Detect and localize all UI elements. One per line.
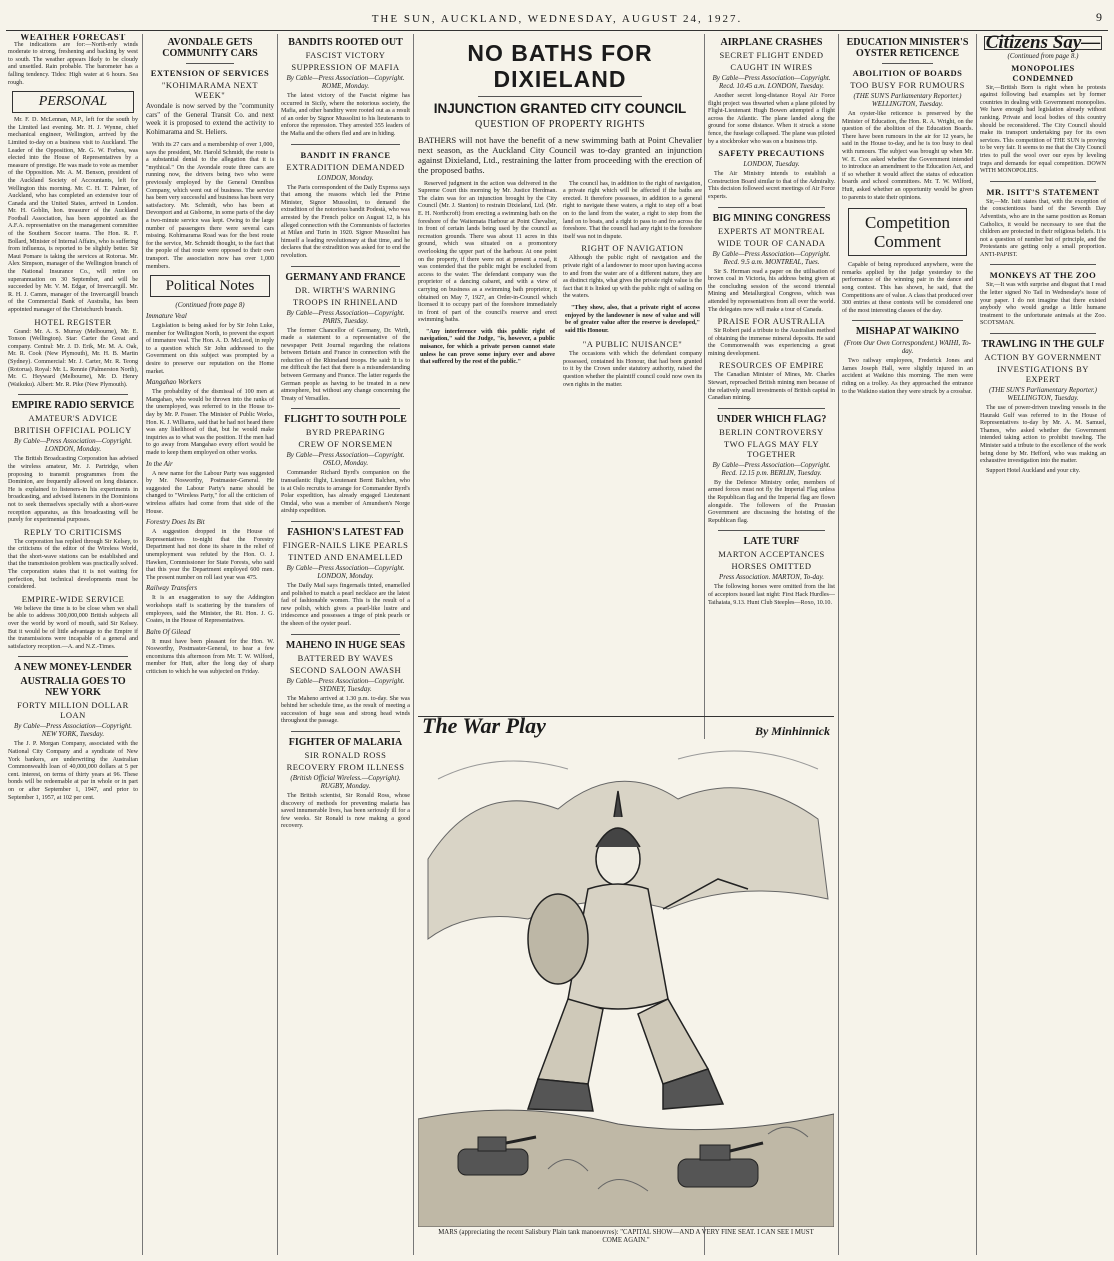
mining-text: Sir S. Herman read a paper on the utilisation of brown coal in Victoria, his address being given at the concluding session of the second triennial Mining and Metallurgical Congress, which was attended by representatives from all over the world. The delegates now will make a tour of Canada. <box>708 268 835 313</box>
turf-dateline: Press Association. MARTON, To-day. <box>718 573 824 582</box>
column-rule <box>277 34 278 1255</box>
airplane-subheading-2: CAUGHT IN WIRES <box>730 62 813 72</box>
maheno-dateline: By Cable—Press Association—Copyright. SYDNEY, Tuesday. <box>286 676 405 693</box>
column-3 <box>281 34 410 1255</box>
lead-story-left-text: Reserved judgment in the action was delivered in the Supreme Court this morning by Mr. Justice Herdman. The claim was for an injunction brought by the City Council (Mr. J. Stanton) to restrain Dixieland, Ltd. (Mr. E. H. Northcroft) from erecting a swimming bath on the foreshore of the Waitemata Harbour at Point Chevalier, in front of certain lands being used by the council as recreation grounds. There was about 11 acres in this ground, which was situated on a promontory overlooking the upper part of the harbour. At one point on the property, if there were not at present a road, it was contended that the public might be excluded from access to the water. The defendant company was the proprietor of a dancing cabaret, and with a view of carrying on business as a swimming bath proprietor, it obtained on May 7, 1927, an Order-in-Council which licensed it to occupy part of the foreshore immediately in front of part of the council's reserve and erect swimming baths. <box>418 180 557 324</box>
column-5 <box>708 34 835 711</box>
mining-subheading: EXPERTS AT MONTREAL <box>717 225 826 236</box>
resources-text: The Canadian Minister of Mines, Mr. Charles Stewart, reproached British mining men because of the relatively small investments of British capital in Canadian mining. <box>708 372 835 402</box>
malaria-heading: FIGHTER OF MALARIA <box>288 736 403 748</box>
radio-heading: EMPIRE RADIO SERVICE <box>11 400 135 412</box>
masthead <box>6 8 1108 31</box>
column-rule <box>142 34 143 1255</box>
political-text-5: It is an exaggeration to say the Addington workshops staff is scattering by the transfers of employees, said the Minister, the Rt. Hon. J. G. Coates, in the House of Representatives. <box>146 595 274 625</box>
zoo-heading: MONKEYS AT THE ZOO <box>989 270 1097 281</box>
bandits-dateline: By Cable—Press Association—Copyright. ROME, Monday. <box>286 74 405 90</box>
fashion-text: The Daily Mail says fingernails tinted, enamelled and polished to match a pearl necklace are the latest fad of fashionable women. This is the result of a new polish, which gives a pearl-like lustre and iridescence and possesses a tinge of pink pearls or the sheen of the oyster pearl. <box>281 583 410 627</box>
column-6 <box>842 34 973 1253</box>
pole-heading: FLIGHT TO SOUTH POLE <box>284 414 407 426</box>
airplane-text: Another secret long-distance Royal Air Force flight project was thwarted when a plane piloted by Flight-Lieutenant Hugh Bowen attempted a flight across the Atlantic. The plane landed along the ground for some distance. When it struck a stone fence, the fuselage collapsed. The plane was piloted by a stockbroker who was on a business trip. <box>708 93 835 145</box>
germany-text: The former Chancellor of Germany, Dr. Wirth, made a statement to a representative of the newspaper Petit Journal regarding the relations between Britain and France in connection with the reduction of the Rhineland troops. He said: It is to me difficult the fact that there is a misunderstanding between Germany and France. The latter regards the German people as having to be treated in a new atmosphere, but without any change concerning the Treaty of Versailles. <box>281 327 410 402</box>
safety-heading: SAFETY PRECAUTIONS <box>718 148 825 159</box>
political-sub-4: Forestry Does Its Bit <box>146 518 205 527</box>
fashion-subheading-2: TINTED AND ENAMELLED <box>288 552 403 562</box>
radio-dateline: By Cable—Press Association—Copyright. LONDON, Monday. <box>13 437 133 454</box>
empire-text: We believe the time is to be close when we shall be able to address 300,000,000 British subjects all over the world by word of mouth, said Sir Kelsey. But it would be of little advantage to the Empire if the transmissions were incapable of a general and satisfactory reception.—A. and N.Z.-Times. <box>8 605 138 650</box>
turf-heading: LATE TURF <box>743 536 800 548</box>
radio-text: The British Broadcasting Corporation has advised the wireless amateur, Mr. J. Partridge, when proposing to transmit programmes from the Dominion, are frequently allowed on long distance. He is explained to listeners-in his experiments in broadcasting, and advised listeners in the Dominions not to seek themselves specially with a short-wave reception apparatus, as this broadcasting will be purely for experimental purposes. <box>8 456 138 524</box>
zoo-text: Sir,—It was with surprise and disgust that I read the letter signed No Tail in Wednesday's issue of your paper. I do not imagine that there existed anybody who would grudge a little humane treatment to the unfortunate animals at the Zoo. SCOTSMAN. <box>980 282 1106 327</box>
education-heading: EDUCATION MINISTER'S OYSTER RETICENCE <box>846 37 969 59</box>
flag-heading: UNDER WHICH FLAG? <box>716 413 827 425</box>
column-rule <box>413 34 414 1255</box>
money-heading: A NEW MONEY-LENDER <box>14 662 132 674</box>
lead-story-headline: NO BATHS FOR DIXIELAND <box>467 40 653 92</box>
column-rule <box>838 34 839 1255</box>
germany-subheading-2: TROOPS IN RHINELAND <box>293 296 398 307</box>
nuisance-text: The occasions with which the defendant company possessed, contained his Honour, that had been granted to it by the Crown under statutory authority, raised the question whether the plaintiff council could now own its own rights in the matter. <box>563 351 702 388</box>
bandits-subheading-2: SUPPRESSION OF MAFIA <box>291 62 400 72</box>
airplane-subheading: SECRET FLIGHT ENDED <box>719 50 824 60</box>
column-2 <box>146 34 274 1255</box>
reply-text: The corporation has replied through Sir Kelsey, to the criticisms of the editor of the Wireless World, that the short-wave stations can be established and that the transmission problem was practically solved. The corporation states that it is not waiting for perfection, but technical developments must be considered. <box>8 538 138 591</box>
political-sub-1: Immature Veal <box>146 312 187 321</box>
france-subheading: EXTRADITION DEMANDED <box>286 161 405 172</box>
education-subheading: ABOLITION OF BOARDS <box>852 68 963 78</box>
lead-story-subheadline-2: QUESTION OF PROPERTY RIGHTS <box>474 119 646 130</box>
germany-heading: GERMANY AND FRANCE <box>285 271 406 283</box>
political-sub-6: Balm Of Gilead <box>146 627 191 636</box>
mishap-text: Two railway employees, Frederick Jones and James Joseph Hall, were slightly injured in an accident at Waikino this morning. The men were riding on a trolley. As they approached the entrance to the Waikino station they were struck by a crossbar. <box>842 358 973 395</box>
isitt-text: Sir,—Mr. Isitt states that, with the exception of the conscientious band of the Seventh Day Adventists, who are in the same position as Roman Catholics, it would be necessary to see that the children are protected in their religious beliefs. It is not a question of number but of principle, and the Protestants are getting only a small proportion. ANTI-PAPIST. <box>980 198 1106 258</box>
reply-heading: REPLY TO CRITICISMS <box>23 526 123 537</box>
pole-dateline: By Cable—Press Association—Copyright. OSLO, Monday. <box>286 451 405 468</box>
resources-heading: RESOURCES OF EMPIRE <box>719 360 824 371</box>
hotel-text: Grand: Mr. A. S. Murray (Melbourne), Mr. E. Tonson (Wellington). Star: Carter the Great and company. Central: Mr. J. D. Erik, Mr. M. A. Oak, Mr. R. Cook (New Plymouth), Mr. H. B. Martin (Sydney). Commercial: Mr. J. Carter, Mr. R. Teong (Rotorua). Royal: Mr. L. Rennie (Palmerston North), Mr. C. Heyward (Melbourne), Mr. D. Henry (Waikuku). Albert: Mr. R. Pike (New Plymouth). <box>8 328 138 388</box>
radio-subheading: AMATEUR'S ADVICE <box>28 413 118 424</box>
malaria-subheading-2: RECOVERY FROM ILLNESS <box>286 761 405 772</box>
praise-text: Sir Robert paid a tribute to the Australian method of obtaining the immense mineral deposits. He said the Commonwealth was experiencing a great mining development. <box>708 328 835 357</box>
pole-text: Commander Richard Byrd's companion on the transatlantic flight, Lieutenant Bernt Balchen, who is at Oslo recruits to arrange for Commander Byrd's Polar expedition, has already engaged Lieutenant Omdal, who was a member of Amundsen's Norge airship expedition. <box>281 470 410 515</box>
isitt-heading: MR. ISITT'S STATEMENT <box>986 186 1100 197</box>
cartoon-caption: MARS (appreciating the recent Salisbury Plain tank manoeuvres): "CAPITAL SHOW—AND A VERY FINE SEAT. I CAN SEE I MUST COME AGAIN." <box>438 1229 814 1244</box>
masthead-title: THE SUN, AUCKLAND, WEDNESDAY, AUGUST 24, 1927. <box>371 13 743 25</box>
avondale-text: With its 27 cars and a membership of over 1,000, says the president, Mr. Harold Schmidt, the route is a substantial denial to the allegation that it is "mythical." On the Avondale route three cars are running now, the drivers being two who were previously employed by the General Omnibus Company, which went out of business. The service has been very successful and business has been very satisfactory. Mr. Schmidt, who has been at Devonport and at Gisborne, in some parts of the day a two-minute service was kept. Owing to the large number of passengers there were several cars missing. Kohimarama Road was for the best route for the service, Mr. Schmidt thought, to the fact that the people of that route were opposed to their own transport. The association now has over 1,000 members. <box>146 142 274 270</box>
cartoon-title: The War Play <box>422 713 546 738</box>
political-text-6: It must have been pleasant for the Hon. W. Nosworthy, Postmaster-General, to hear a few encomiums this afternoon from Mr. T. W. Wilford, member for Hutt, after the long day of sharp criticism to which he was subjected on Friday. <box>146 638 274 676</box>
trawl-text: The use of power-driven trawling vessels in the Hauraki Gulf was referred to in the House of Representatives to-day by Mr. A. M. Samuel, Thames, who asked whether the Government intended taking action to prohibit trawling. The Minister said a tribute to the excellence of the work being done by Mr. Hefford, who was making an exhaustive investigation into the matter. <box>980 405 1106 465</box>
empire-heading: EMPIRE-WIDE SERVICE <box>21 593 125 604</box>
pole-subheading: BYRD PREPARING <box>305 427 386 438</box>
germany-subheading: DR. WIRTH'S WARNING <box>294 284 397 295</box>
germany-dateline: By Cable—Press Association—Copyright. PARIS, Tuesday. <box>286 308 405 325</box>
citizens-dateline: (Continued from page 8.) <box>1007 51 1079 60</box>
bandits-heading: BANDITS ROOTED OUT <box>288 37 403 48</box>
malaria-subheading: SIR RONALD ROSS <box>304 749 387 760</box>
lead-story-intro: BATHERS will not have the benefit of a new swimming bath at Point Chevalier next season, as the Auckland City Council was to-day granted an injunction against Dixieland, Ltd., restraining the latter from proceeding with the erection of the proposed baths. <box>418 134 702 175</box>
malaria-dateline: (British Official Wireless.—Copyright). RUGBY, Monday. <box>290 773 401 790</box>
avondale-subheading-2: "KOHIMARAMA NEXT WEEK" <box>161 80 259 100</box>
hotel-heading: HOTEL REGISTER <box>34 316 112 327</box>
flag-text: By the Defence Ministry order, members of armed forces must not fly the Imperial Flag unless the Republican flag and the Imperial flag are flown alongside. The followers of the Prussian Government are discussing the hoisting of the Republican flag. <box>708 479 835 524</box>
political-text-4: A suggestion dropped in the House of Representatives to-night that the Forestry Department had not done its share in the relief of unemployment was refuted by the Hon. O. J. Hawken, Commissioner for State Forests, who said that this year the Department employed 600 men. The present number on roll last year was 475. <box>146 529 274 581</box>
lead-story <box>418 34 702 391</box>
personal-text: Mr. F. D. McLennan, M.P., left for the south by the Limited last evening. Mr. H. J. Wynne, chief mechanical engineer, Wellington, arrived by the Limited to-day on a business visit to Auckland. The Leader of the Opposition, Mr. G. W. Forbes, was elected into the House of Representatives by a measure of prestige. He was made to vote as member of the Opposition. Mr. A. M. Benson, president of the Auckland Society of Accountants, left for Wellington this morning. Mr. C. H. T. Palmer, of Auckland, who has completed an extensive tour of Canada and the United States, arrived in London. Mr. H. Goblin, hon. treasurer of the Auckland Football Association, has been appointed as the A.F.A. representative on the management committee of the Southern Soccer teams. The Hon. R. F. Bollard, Minister of Internal Affairs, who is suffering from influenza, is reported to be slightly better. Sir Maui Pomare is taking the services at Rotorua. Mr. Alex Simpson, manager of the Wellington branch of the National Insurance Co., will retire on superannuation on 30 September, and will be succeeded by Mr. V. M. Edgar, of Invercargill. Mr. R. H. J. Camm, manager of the Invercargill branch of the Commercial Bank of Australia, has been appointed manager of the Christchurch branch. <box>8 117 138 313</box>
flag-subheading: BERLIN CONTROVERSY <box>719 426 824 437</box>
weather-text: The indications are for:—North-erly winds moderate to strong, freshening and backing by west to south. The weather appears likely to be cloudy and unsettled. Rain probable. The barometer has a falling tendency. Tides: High water at 6 hours. Sea rough. <box>8 41 138 86</box>
safety-dateline: LONDON, Tuesday. <box>743 160 800 169</box>
bandits-subheading: FASCIST VICTORY <box>305 50 386 60</box>
political-text-3: A new name for the Labour Party was suggested by Mr. Nosworthy, Postmaster-General. He suggested the Labour Party's name should be changed to "Wireless Party," for all the criticism of wireless affairs had come from that side of the House. <box>146 470 274 515</box>
trawl-heading: TRAWLING IN THE GULF <box>981 339 1105 351</box>
fashion-heading: FASHION'S LATEST FAD <box>287 527 404 538</box>
turf-text: The following horses were omitted from the list of acceptors issued last night: First Hack Hurdles—Taihaiata, 9.13. Hunt Club Steeples—Roxo, 10.10. <box>708 584 835 606</box>
competition-heading: Competition Comment <box>848 208 967 256</box>
safety-text: The Air Ministry intends to establish a Construction Board similar to that of the Admiralty. This decision followed secret meetings of Air Force experts. <box>708 171 835 200</box>
column-rule <box>976 34 977 1255</box>
page-number: 9 <box>1096 10 1102 24</box>
mining-heading: BIG MINING CONGRESS <box>712 212 831 224</box>
navigation-heading: RIGHT OF NAVIGATION <box>581 243 684 254</box>
cartoon-byline: By Minhinnick <box>754 724 830 738</box>
mishap-heading: MISHAP AT WAIKINO <box>855 326 960 338</box>
mishap-dateline: (From Our Own Correspondent.) WAIHI, To-day. <box>844 339 971 356</box>
money-text: The J. P. Morgan Company, associated with the National City Company and a syndicate of New York bankers, are underwriting the Australian Commonwealth loan of 40,000,000 dollars at 5 per cent. interest, on terms of thirty years at 96. These bonds will be redeemable at par in whole or in part on or after September 1, 1947, and prior to September 1, 1957, at 102 per cent. <box>8 741 138 801</box>
nuisance-heading: "A PUBLIC NUISANCE" <box>582 339 683 350</box>
trawl-subheading: ACTION BY GOVERNMENT <box>984 352 1102 363</box>
avondale-heading: AVONDALE GETS COMMUNITY CARS <box>162 37 258 59</box>
lead-story-right-text: The council has, in addition to the right of navigation, a private right which will be affected if the baths are erected. It therefore possesses, in addition to a general right to navigate these waters, a right to step off a boat on to the land from the water, a right to step from the land on to boats, and a right to pass to and fro across the foreshore. That the council had any right to the foreshore itself was not in dispute. <box>563 180 702 240</box>
political-dateline: (Continued from page 8) <box>175 301 245 310</box>
bandits-text: The latest victory of the Fascist régime has occurred in Sicily, where the notorious society, the Mafia, and other banditry were rooted out as a result of an order by Signor Mussolini to his lieutenants to enforce the repression. They arrested 355 leaders of the Mafia and the others fled and are in hiding. <box>281 93 410 137</box>
column-7 <box>980 34 1106 1255</box>
lead-story-quote-2: "They show, also, that a private right of access enjoyed by the landowner is now of value and will be of greater value after the reserve is developed," said His Honour. <box>565 304 700 334</box>
france-text: The Paris correspondent of the Daily Express says that among the reasons which led the Prime Minister, Signor Mussolini, to demand the extradition of the notorious bandit Podestà, who was arrested by the French police on August 12, is his alleged connection with the Communists of factories at Milan and Turin in 1920. Signor Mussolini has himself a leading revolutionary at that time, and he declares that the extradition was asked for to end the revolution. <box>281 184 410 259</box>
fashion-dateline: By Cable—Press Association—Copyright. LONDON, Monday. <box>286 564 405 580</box>
education-dateline: (THE SUN'S Parliamentary Reporter.) WELLINGTON, Tuesday. <box>853 92 962 108</box>
flag-dateline: By Cable—Press Association—Copyright. Recd. 12.15 p.m. BERLIN, Tuesday. <box>712 460 831 477</box>
personal-heading: PERSONAL <box>12 91 134 113</box>
education-text: An oyster-like reticence is preserved by the Minister of Education, the Hon. R. A. Wright, on the question of the abolition of the Education Boards. There have been rumours in the air for 12 years, he said in the House to-day, and he is too busy to deal with rumours. The subject was brought up when Mr. W. E. Cox asked whether the Government intended to introduce an amendment to the Education Act, and if so whether it would affect the status of education boards and school committees. Mr. T. W. Wilford, Hutt, asked whether an opportunity would be given to parents to state their opinions. <box>842 111 973 201</box>
political-sub-2: Mangahao Workers <box>146 378 202 387</box>
trawl-footer: Support Hotel Auckland and your city. <box>986 467 1081 474</box>
competition-text: Capable of being reproduced anywhere, were the remarks applied by the judge yesterday to the performance of the winning pair in the dance and song contest. This has shown, he said, that the Competitions are of value. A class that produced over 300 entries at these contests will be considered one of the most interesting classes of the day. <box>842 262 973 314</box>
malaria-text: The British scientist, Sir Ronald Ross, whose discovery of methods for preventing malaria has saved innumerable lives, has been seriously ill for a few weeks. Sir Ronald is now making a good recovery. <box>281 792 410 830</box>
lead-story-subheadline: INJUNCTION GRANTED CITY COUNCIL <box>433 101 687 116</box>
political-text-2: The probability of the dismissal of 100 men at Mangahao, who would be thrown into the ranks of the unemployed, was referred to in the House to-day by Mr. P. Fraser. The Minister of Public Works, Hon. K. J. Williams, said that he had not heard there was any likelihood of that, but he would make inquiries as to what was the position. If the men had to go away from Mangahao every effort would be made to keep them employed on other works. <box>146 389 274 456</box>
praise-heading: PRAISE FOR AUSTRALIA <box>717 316 826 327</box>
weather-heading: WEATHER FORECAST <box>20 34 126 42</box>
cartoon-illustration <box>418 739 834 1227</box>
pole-subheading-2: CREW OF NORSEMEN <box>298 439 393 450</box>
education-subheading-2: TOO BUSY FOR RUMOURS <box>850 80 965 90</box>
lead-story-quote-1: "Any interference with this public right of navigation," said the Judge, "is, however, a public nuisance, for which a private person cannot state unless he can prove some injury over and above that suffered by the rest of the public." <box>420 328 555 366</box>
political-heading: Political Notes <box>150 275 270 297</box>
maheno-text: The Maheno arrived at 1.30 p.m. to-day. She was behind her schedule time, as the result of meeting a succession of huge seas and strong head winds throughout the passage. <box>281 695 410 725</box>
radio-subheading-2: BRITISH OFFICIAL POLICY <box>14 425 132 436</box>
citizens-subheading: MONOPOLIES CONDEMNED <box>1011 62 1075 83</box>
france-heading: BANDIT IN FRANCE <box>300 149 391 160</box>
turf-subheading: MARTON ACCEPTANCES <box>718 549 825 560</box>
maheno-subheading-2: SECOND SALOON AWASH <box>289 664 402 675</box>
mining-dateline: By Cable—Press Association—Copyright. Recd. 9.5 a.m. MONTREAL, Tues. <box>712 249 831 266</box>
money-subheading: AUSTRALIA GOES TO NEW YORK <box>20 676 126 699</box>
citizens-heading: Citizens Say— <box>985 34 1101 53</box>
avondale-lead: Avondale is now served by the "community cars" of the General Transit Co. and next week it is proposed to extend the activity to Kohimarama and St. Heliers. <box>146 102 274 136</box>
avondale-subheading: EXTENSION OF SERVICES <box>150 68 270 78</box>
citizens-text: Sir,—British Born is right when he protests against following bad examples set by former countries in dealing with Government monopolies. We have enough bad legislation already without ranking. Private and local bodies of this country should be reconsidered. The City Council should make its transport undertaking pay for its own services. This competition of THE SUN is proving to be very fair. It seems to me that the City Council tries to pull the wool over our eyes by leveling traps and demands for equal competition. DOWN WITH MONOPOLIES. <box>980 84 1106 175</box>
maheno-heading: MAHENO IN HUGE SEAS <box>285 639 406 651</box>
navigation-text: Although the public right of navigation and the private right of a landowner to moor upon having access to and from the water are of a different nature, they are as distinct rights, what gives the private right value is the fact that it is linked up with the public right of sailing on the waters. <box>563 255 702 300</box>
flag-subheading-2: TWO FLAGS MAY FLY TOGETHER <box>723 438 820 459</box>
trawl-dateline: (THE SUN'S Parliamentary Reporter.) WELLINGTON, Tuesday. <box>988 386 1098 403</box>
turf-subheading-2: HORSES OMITTED <box>731 561 812 572</box>
france-dateline: LONDON, Monday. <box>317 173 374 182</box>
maheno-subheading: BATTERED BY WAVES <box>297 652 394 663</box>
money-subheading-2: FORTY MILLION DOLLAR LOAN <box>17 700 129 721</box>
cartoon <box>418 713 834 1255</box>
political-text-1: Legislation is being asked for by Sir John Luke, member for Wellington North, to prevent the export of immature veal. The Hon. A. D. McLeod, in reply to a question which Sir John addressed to the Government on this subject was prompted by a desire to preserve our reputation on the Home market. <box>146 323 274 375</box>
political-sub-3: In the Air <box>146 459 173 468</box>
money-dateline: By Cable—Press Association—Copyright. NEW YORK, Tuesday. <box>13 722 133 739</box>
mining-subheading-2: WIDE TOUR OF CANADA <box>717 237 826 248</box>
airplane-heading: AIRPLANE CRASHES <box>720 37 823 48</box>
column-1 <box>8 34 138 1255</box>
fashion-subheading: FINGER-NAILS LIKE PEARLS <box>282 540 409 550</box>
political-sub-5: Railway Transfers <box>146 584 198 593</box>
airplane-dateline: By Cable—Press Association—Copyright. Recd. 10.45 a.m. LONDON, Tuesday. <box>712 74 831 90</box>
trawl-subheading-2: INVESTIGATIONS BY EXPERT <box>997 364 1089 385</box>
